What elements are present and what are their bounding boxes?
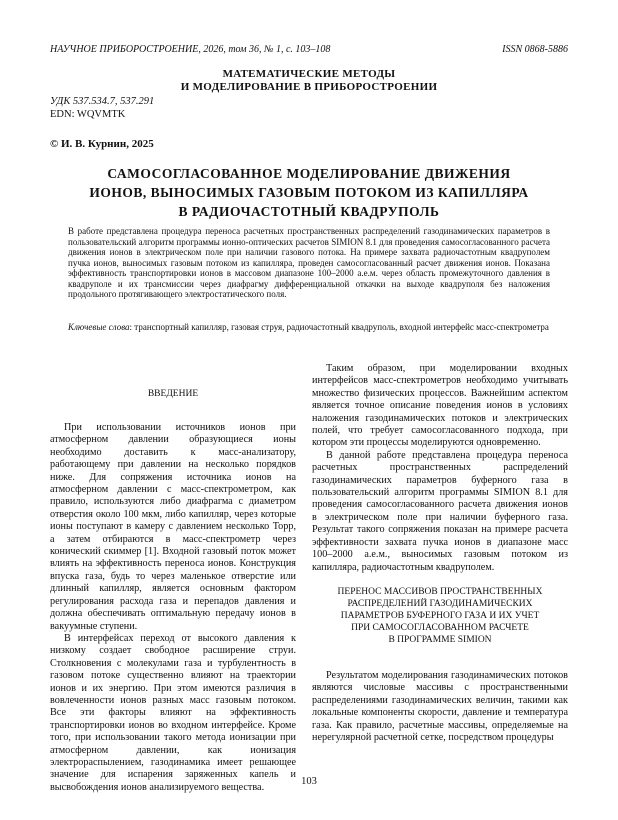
section-2-heading-line: ПРИ САМОСОГЛАСОВАННОМ РАСЧЕТЕ (351, 622, 529, 633)
paragraph: Результатом моделирования газодинамических потоков являются числовые массивы с пространственными распределениями газодинамических величин, такими как локальные компоненты скорости, давление и температура газа. Как правило, расчетные массивы, определяемые на нерегулярной расчетной сетке, посредством процедуры (312, 669, 568, 743)
udk-code: УДК 537.534.7, 537.291 (50, 96, 155, 107)
keywords-text: : транспортный капилляр, газовая струя, радиочастотный квадруполь, входной интерфейс масс-спектрометра (129, 322, 549, 332)
keywords-label: Ключевые слова (68, 322, 130, 332)
article-title (60, 164, 558, 221)
paragraph: В интерфейсах переход от высокого давления к низкому создает свободное расширение струи. Столкновения с молекулами газа и турбулентность в газовом потоке существенно влияют на траектории ионов и их энергию. При этом имеются различия в вовлеченности ионов разных масс газовым потоком. Все эти факторы влияют на эффективность транспортировки ионов во входном интерфейсе. Кроме того, при использовании такого метода ионизации при атмосферном давлении, как ионизация электрораспылением, газодинамика имеет решающее значение для испарения заряженных капель и высвобождения ионов анализируемого вещества. (50, 632, 296, 793)
journal-citation: НАУЧНОЕ ПРИБОРОСТРОЕНИЕ, 2026, том 36, № 1, с. 103–108 (50, 44, 331, 55)
section-heading-line2: И МОДЕЛИРОВАНИЕ В ПРИБОРОСТРОЕНИИ (180, 81, 438, 93)
paragraph: При использовании источников ионов при атмосферном давлении образующиеся ионы необходимо доставить к масс-анализатору, работающему при давлении на несколько порядков ниже. Для сопряжения источника ионов на атмосферном давлении с масс-спектрометром, как правило, используются либо диафрагма с диаметром отверстия около 100 мкм, либо капилляр, через которые ионы поступают в камеру с давлением несколько Торр, а затем отбираются в масс-спектрометр через конический скиммер [1]. Входной газовый поток может влиять на эффективность переноса ионов. Конструкция впуска газа, будь то через маленькое отверстие или длинный капилляр, является основным фактором регулирования расхода газа и перепадов давления и должна обеспечивать оптимальную передачу ионов в вакуумные ступени. (50, 422, 296, 632)
author-line: © И. В. Курнин, 2025 (50, 138, 154, 150)
title-line1: САМОСОГЛАСОВАННОЕ МОДЕЛИРОВАНИЕ ДВИЖЕНИЯ (107, 166, 511, 181)
keywords (68, 322, 550, 333)
running-header (50, 44, 568, 55)
paragraph: В данной работе представлена процедура переноса расчетных пространственных распределений газодинамических параметров буферного газа в пользовательский алгоритм программы SIMION 8.1 для проведения самосогласованного расчета движения ионов в электрическом поле при наличии буферного газа. Результат такого сопряжения показан на примере расчета эффективности захвата пучка ионов в диапазоне масс 100–2000 а.е.м., выносимых газовым потоком из капилляра, радиочастотным квадруполем. (312, 449, 568, 573)
section-2-heading-line: РАСПРЕДЕЛЕНИЙ ГАЗОДИНАМИЧЕСКИХ (347, 598, 533, 609)
section-heading (100, 68, 518, 94)
title-line2: ИОНОВ, ВЫНОСИМЫХ ГАЗОВЫМ ПОТОКОМ ИЗ КАПИЛЛЯРА (89, 185, 529, 200)
right-column (312, 363, 568, 744)
abstract: В работе представлена процедура переноса расчетных пространственных распределений газодинамических параметров в пользовательский алгоритм программы ионно-оптических расчетов SIMION 8.1 для проведения самосогласованного расчета движения ионов в электрическом поле при наличии газового потока. На примере захвата радиочастотным квадруполем пучка ионов, выносимых газовым потоком из капилляра, проведен самосогласованный расчет движения ионов. Показана эффективность транспортировки ионов в массовом диапазоне 100–2000 а.е.м. через область промежуточного давления в квадруполе и их трансмиссии через диафрагму дифференциальной откачки на выходе квадруполя без наложения продольного протягивающего электростатического поля. (68, 226, 550, 299)
section-2-heading (312, 586, 568, 646)
section-2-heading-line: В ПРОГРАММЕ SIMION (388, 634, 492, 645)
title-line3: В РАДИОЧАСТОТНЫЙ КВАДРУПОЛЬ (178, 204, 440, 219)
page-number: 103 (301, 776, 317, 787)
edn-code: EDN: WQVMTK (50, 109, 126, 120)
left-column (50, 388, 296, 794)
paragraph: Таким образом, при моделировании входных интерфейсов масс-спектрометров необходимо учитывать множество физических процессов. Важнейшим аспектом является точное описание поведения ионов в условиях наложения газодинамических потоков и электрических полей, что требует самосогласованного подхода, при котором эти процессы моделируются одновременно. (312, 363, 568, 449)
section-heading-line1: МАТЕМАТИЧЕСКИЕ МЕТОДЫ (222, 68, 396, 80)
section-2-heading-line: ПЕРЕНОС МАССИВОВ ПРОСТРАНСТВЕННЫХ (337, 586, 543, 597)
section-2-heading-line: ПАРАМЕТРОВ БУФЕРНОГО ГАЗА И ИХ УЧЕТ (340, 610, 540, 621)
introduction-heading: ВВЕДЕНИЕ (147, 389, 199, 399)
issn: ISSN 0868-5886 (502, 44, 568, 55)
